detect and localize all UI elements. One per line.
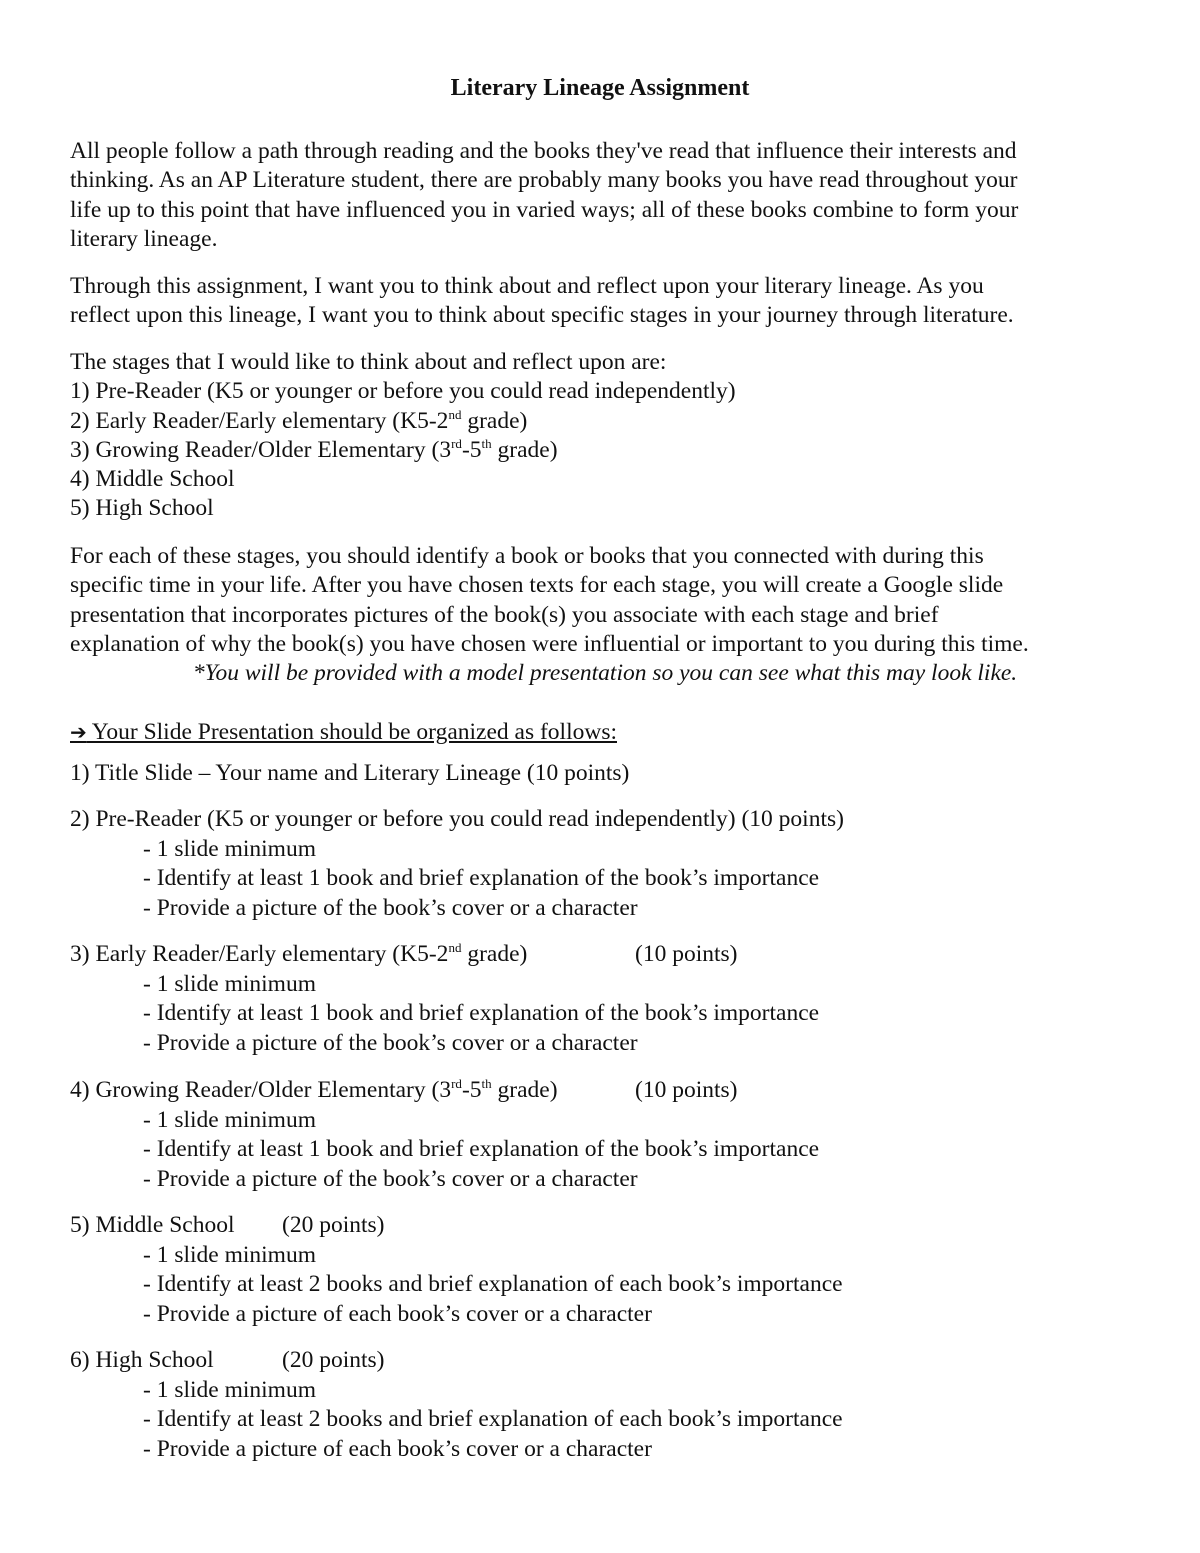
purpose-line: reflect upon this lineage, I want you to think about specific stages in your journey through literature.	[70, 302, 1014, 329]
ordinal-suffix: rd	[451, 435, 462, 451]
requirement-item: - Identify at least 1 book and brief explanation of the book’s importance	[143, 1136, 820, 1162]
requirement-item: - 1 slide minimum	[143, 1106, 316, 1133]
requirement-item: - Identify at least 2 books and brief explanation of each book’s importance	[143, 1271, 843, 1297]
section-label: 2) Pre-Reader (K5 or younger or before you could read independently) (10 points)	[70, 806, 844, 832]
instructions-line: For each of these stages, you should identify a book or books that you connected with during this	[70, 543, 984, 569]
section-label-text: 4) Growing Reader/Older Elementary (3	[70, 1077, 452, 1103]
ordinal-suffix: nd	[448, 406, 462, 422]
section-high-school	[70, 1346, 1140, 1464]
intro-line: literary lineage.	[70, 225, 218, 252]
model-presentation-note: *You will be provided with a model presentation so you can see what this may look like.	[192, 660, 1018, 687]
requirement-item: - Provide a picture of each book’s cover or a character	[143, 1435, 652, 1462]
section-label	[70, 940, 1140, 970]
section-points: (20 points)	[282, 1212, 385, 1238]
stage-text: -5	[461, 436, 482, 463]
stages-intro: The stages that I would like to think about and reflect upon are:	[70, 349, 667, 375]
ordinal-suffix: th	[481, 1076, 492, 1091]
requirement-item: - Provide a picture of each book’s cover or a character	[143, 1300, 652, 1327]
stage-item: 5) High School	[70, 495, 214, 522]
stages-list	[70, 348, 1140, 524]
purpose-line: Through this assignment, I want you to think about and reflect upon your literary lineage. As you	[70, 273, 984, 299]
right-arrow-icon: ➔	[70, 720, 87, 744]
ordinal-suffix: rd	[451, 1076, 462, 1091]
organization-heading	[70, 718, 1140, 747]
intro-line: All people follow a path through reading and the books they've read that influence their interests and	[70, 138, 1017, 164]
section-early-reader	[70, 940, 1140, 1058]
intro-line: life up to this point that have influenced you in varied ways; all of these books combine to form your	[70, 196, 1019, 223]
requirement-item: - Provide a picture of the book’s cover or a character	[143, 1029, 638, 1056]
stage-text: grade)	[491, 436, 558, 463]
ordinal-suffix: th	[481, 435, 492, 451]
requirement-item: - 1 slide minimum	[143, 1376, 316, 1403]
instructions-line: presentation that incorporates pictures of the book(s) you associate with each stage and brief	[70, 601, 939, 628]
stage-item: 1) Pre-Reader (K5 or younger or before you could read independently)	[70, 378, 736, 405]
purpose-paragraph	[70, 272, 1140, 331]
requirement-item: - 1 slide minimum	[143, 1241, 316, 1268]
stage-text: 3) Growing Reader/Older Elementary (3	[70, 436, 452, 463]
section-label-text: -5	[461, 1077, 482, 1103]
requirement-item: - Provide a picture of the book’s cover or a character	[143, 1165, 638, 1192]
organization-heading-text: Your Slide Presentation should be organized as follows:	[86, 719, 617, 745]
section-pre-reader	[70, 805, 1140, 923]
intro-paragraph	[70, 137, 1140, 254]
stage-text: grade)	[461, 407, 528, 434]
section-label	[70, 1076, 1140, 1106]
document-title: Literary Lineage Assignment	[450, 75, 750, 101]
ordinal-suffix: nd	[448, 940, 462, 955]
section-middle-school	[70, 1211, 1140, 1329]
section-label-text: grade)	[461, 941, 528, 967]
stage-item	[70, 436, 1140, 465]
stage-item: 4) Middle School	[70, 466, 235, 493]
stage-item	[70, 407, 1140, 436]
section-label-text: 3) Early Reader/Early elementary (K5-2	[70, 941, 449, 967]
section-points: (10 points)	[635, 941, 738, 967]
section-label-text: grade)	[491, 1077, 558, 1103]
requirement-item: - Provide a picture of the book’s cover or a character	[143, 894, 638, 921]
requirement-item: - 1 slide minimum	[143, 970, 316, 997]
requirement-item: - 1 slide minimum	[143, 835, 316, 862]
section-points: (10 points)	[635, 1077, 738, 1103]
section-growing-reader	[70, 1076, 1140, 1194]
instructions-line: specific time in your life. After you have chosen texts for each stage, you will create a Google slide	[70, 572, 1004, 599]
requirement-item: - Identify at least 1 book and brief explanation of the book’s importance	[143, 865, 820, 891]
instructions-paragraph	[70, 542, 1140, 688]
section-label: 6) High School	[70, 1347, 214, 1373]
section-title-slide	[70, 759, 1140, 788]
intro-line: thinking. As an AP Literature student, there are probably many books you have read throughout your	[70, 167, 1018, 194]
requirement-item: - Identify at least 1 book and brief explanation of the book’s importance	[143, 1000, 820, 1026]
section-label: 1) Title Slide – Your name and Literary Lineage (10 points)	[70, 760, 630, 786]
section-label: 5) Middle School	[70, 1212, 235, 1238]
requirement-item: - Identify at least 2 books and brief explanation of each book’s importance	[143, 1406, 843, 1432]
instructions-line: explanation of why the book(s) you have chosen were influential or important to you during this time.	[70, 630, 1029, 657]
stage-text: 2) Early Reader/Early elementary (K5-2	[70, 407, 449, 434]
section-points: (20 points)	[282, 1347, 385, 1373]
